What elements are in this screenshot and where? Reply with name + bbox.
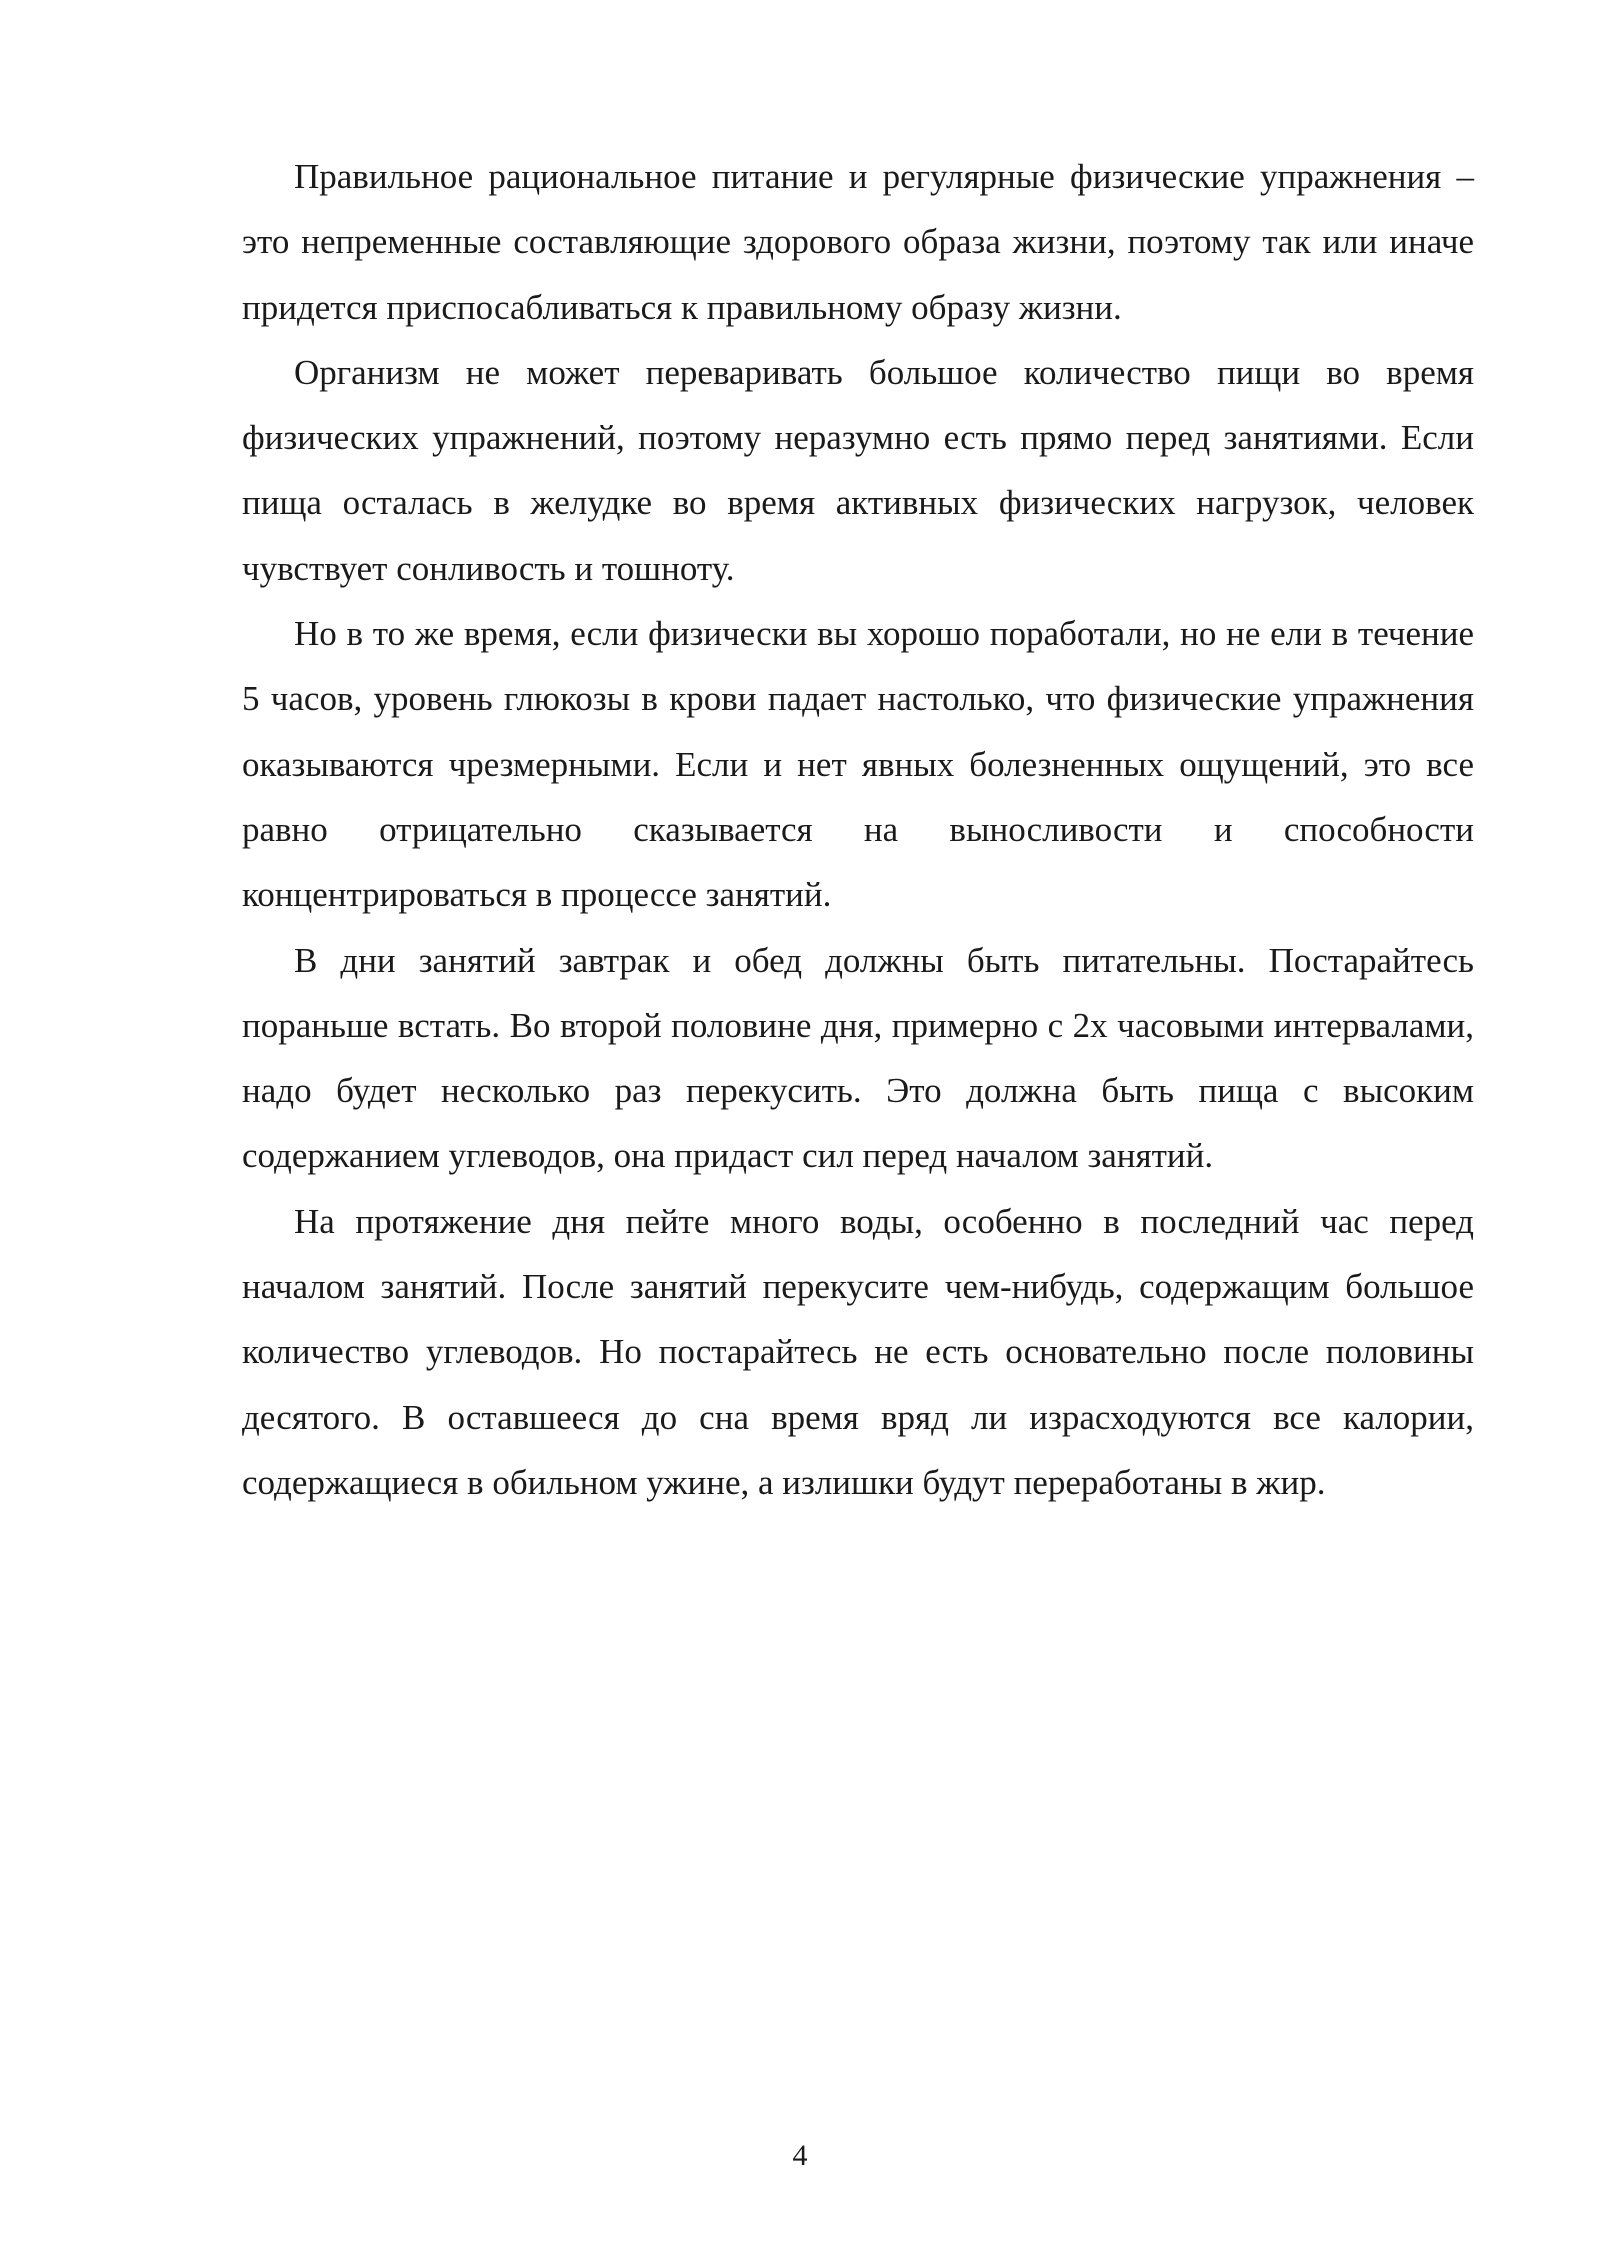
paragraph-2: Организм не может переваривать большое количество пищи во время физических упражнений, поэтому неразумно есть прямо перед занятиями. Если пища осталась в желудке во время активных физических нагрузок, человек чувствует сонливость и тошноту. xyxy=(242,352,1474,588)
paragraph-5: На протяжение дня пейте много воды, особенно в последний час перед началом занятий. После занятий перекусите чем-нибудь, содержащим большое количество углеводов. Но постарайтесь не есть основательно после половины десятого. В оставшееся до сна время вряд ли израсходуются все калории, содержащиеся в обильном ужине, а излишки будут переработаны в жир. xyxy=(242,1201,1474,1502)
paragraph-4: В дни занятий завтрак и обед должны быть питательны. Постарайтесь пораньше встать. Во второй половине дня, примерно с 2х часовыми интервалами, надо будет несколько раз перекусить. Это должна быть пища с высоким содержанием углеводов, она придаст сил перед началом занятий. xyxy=(242,940,1474,1176)
paragraph-1: Правильное рациональное питание и регулярные физические упражнения – это непременные составляющие здорового образа жизни, поэтому так или иначе придется приспосабливаться к правильному образу жизни. xyxy=(242,157,1474,327)
page-number: 4 xyxy=(792,2139,808,2172)
text-body xyxy=(242,144,1474,1515)
paragraph-3: Но в то же время, если физически вы хорошо поработали, но не ели в течение 5 часов, уровень глюкозы в крови падает настолько, что физические упражнения оказываются чрезмерными. Если и нет явных болезненных ощущений, это все равно отрицательно сказывается на выносливости и способности концентрироваться в процессе занятий. xyxy=(242,614,1474,915)
